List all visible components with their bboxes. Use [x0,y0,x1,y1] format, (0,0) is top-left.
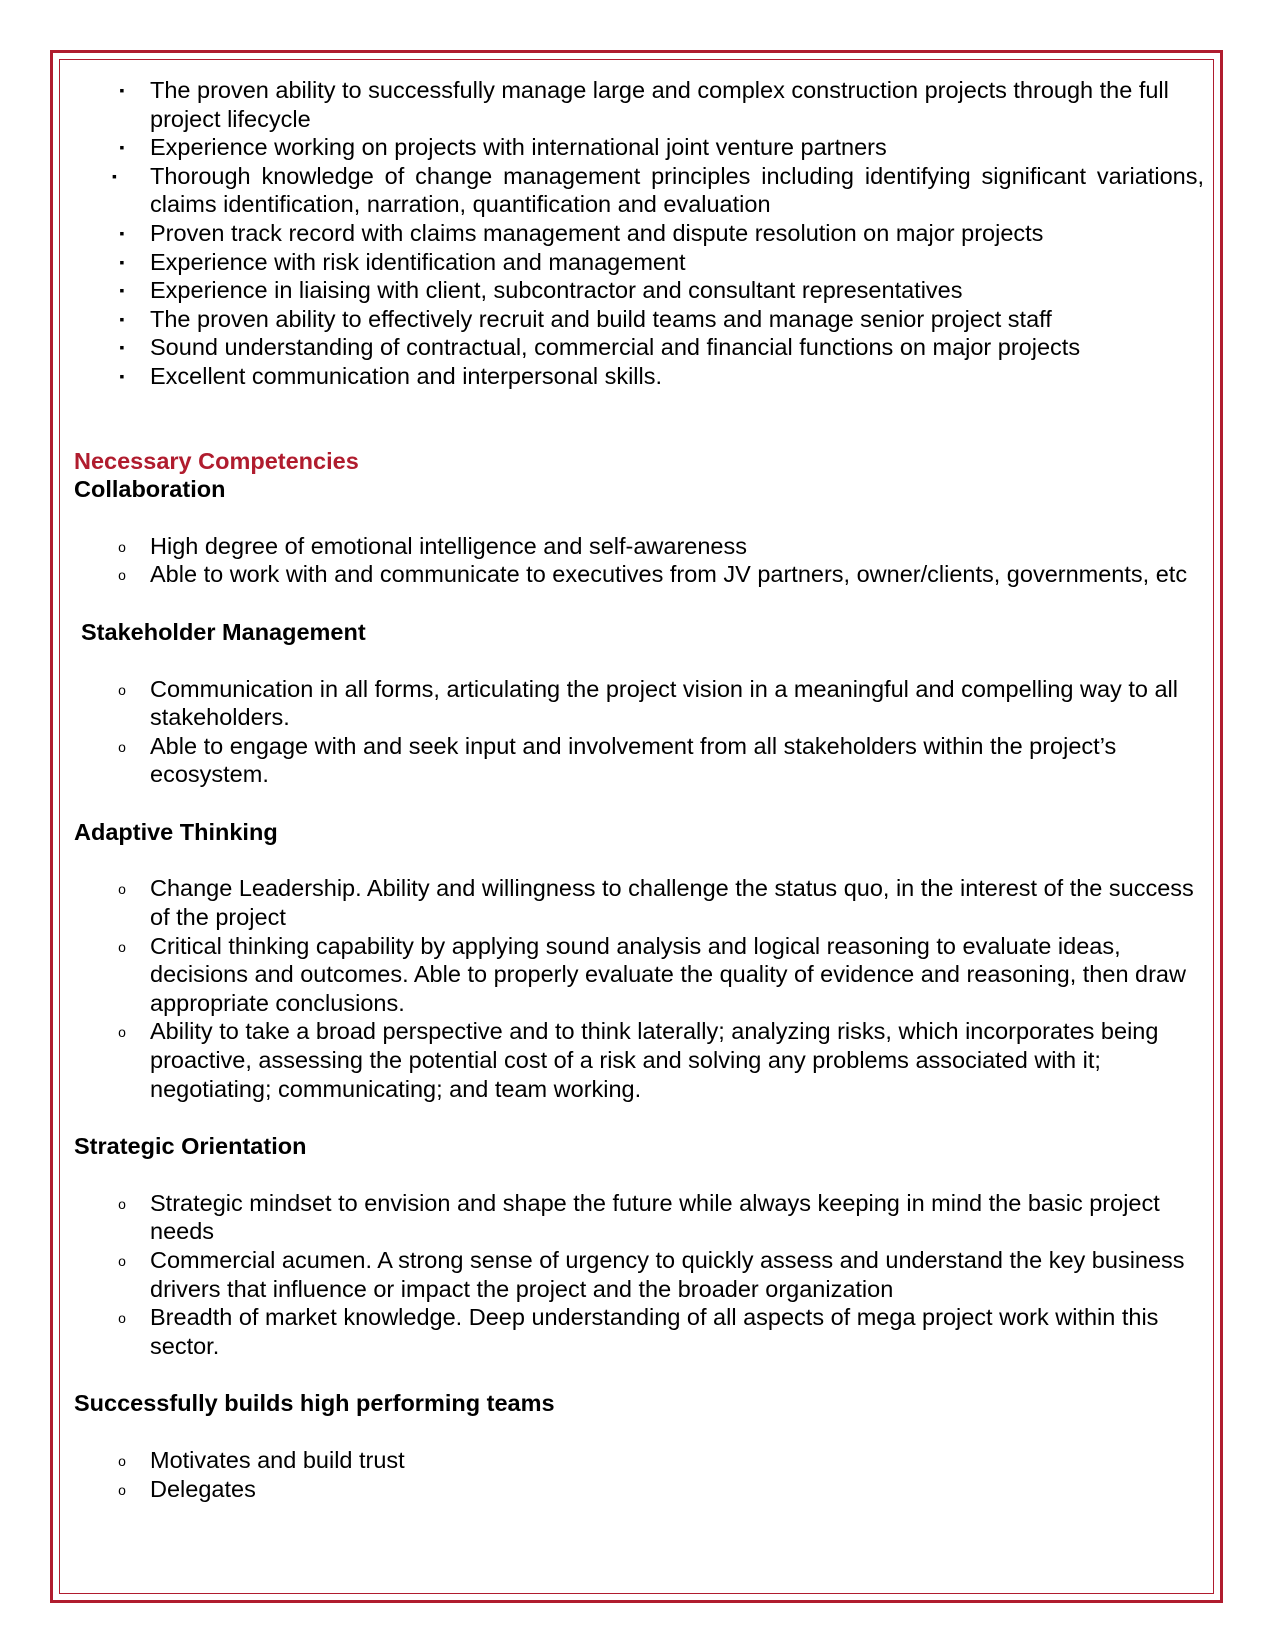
list-item: o Able to engage with and seek input and involvement from all stakeholders within the project’s ecosystem. [74,732,1204,789]
circle-bullet-icon: o [118,1195,126,1212]
square-bullet-icon: ▪ [112,167,117,184]
circle-bullet-icon: o [118,1481,126,1498]
circle-bullet-icon: o [118,567,126,584]
list-item: o Critical thinking capability by applying sound analysis and logical reasoning to evaluate ideas, decisions and outcomes. Able to properly evaluate the quality of evidence and reasoning, then draw appropriate conclusions. [74,932,1204,1018]
heading-strategic-orientation: Strategic Orientation [74,1133,307,1160]
square-bullet-icon: ▪ [119,253,125,270]
spacer [74,1161,1204,1189]
list-item: o Delegates [74,1475,1204,1504]
square-bullet-icon: ▪ [119,139,125,156]
circle-bullet-icon: o [118,1024,126,1041]
list-item: ▪ The proven ability to successfully manage large and complex construction projects through the full project lifecycle [74,76,1204,133]
list-item: o Strategic mindset to envision and shape the future while always keeping in mind the basic project needs [74,1189,1204,1246]
circle-bullet-icon: o [118,1253,126,1269]
heading-adaptive-thinking: Adaptive Thinking [74,818,278,845]
square-bullet-icon: ▪ [119,367,125,384]
list-item: o Change Leadership. Ability and willingness to challenge the status quo, in the interest of the success of the project [74,874,1204,931]
list-item: o Communication in all forms, articulating the project vision in a meaningful and compelling way to all stakeholders. [74,675,1204,732]
square-bullet-icon: ▪ [119,282,125,299]
heading-high-performing-teams: Successfully builds high performing teams [74,1390,555,1417]
list-item: ▪ Sound understanding of contractual, commercial and financial functions on major projects [74,333,1204,362]
list-item: ▪ Proven track record with claims management and dispute resolution on major projects [74,219,1204,248]
square-bullet-icon: ▪ [119,310,125,327]
stakeholder-list [74,675,1204,789]
list-item: ▪ Experience working on projects with international joint venture partners [74,133,1204,162]
circle-bullet-icon: o [118,738,126,755]
circle-bullet-icon: o [118,681,126,698]
list-item: ▪ Experience in liaising with client, subcontractor and consultant representatives [74,276,1204,305]
strategic-list [74,1189,1204,1361]
spacer [74,846,1204,874]
circle-bullet-icon: o [118,538,126,555]
square-bullet-icon: ▪ [119,339,125,356]
spacer [74,1418,1204,1446]
circle-bullet-icon: o [118,1310,126,1327]
heading-stakeholder-management: Stakeholder Management [81,618,366,645]
heading-collaboration: Collaboration [74,476,226,503]
collaboration-list [74,532,1204,589]
list-item: o Motivates and build trust [74,1446,1204,1475]
list-item: o Ability to take a broad perspective and to think laterally; analyzing risks, which incorporates being proactive, assessing the potential cost of a risk and solving any problems associated with it; negotiating; communicating; and team working. [74,1017,1204,1103]
adaptive-list [74,874,1204,1103]
qualifications-list [74,76,1204,391]
list-item: ▪ Experience with risk identification and management [74,248,1204,277]
teams-list [74,1446,1204,1503]
list-item: o High degree of emotional intelligence and self-awareness [74,532,1204,561]
list-item: o Commercial acumen. A strong sense of urgency to quickly assess and understand the key business drivers that influence or impact the project and the broader organization [74,1246,1204,1303]
list-item: o Breadth of market knowledge. Deep understanding of all aspects of mega project work within this sector. [74,1303,1204,1360]
spacer [74,647,1204,675]
circle-bullet-icon: o [118,938,126,955]
list-item: ▪ Thorough knowledge of change management principles including identifying significant variations, claims identification, narration, quantification and evaluation [112,162,1204,218]
list-item: ▪ Excellent communication and interpersonal skills. [74,362,1204,391]
square-bullet-icon: ▪ [119,82,125,98]
section-title-competencies: Necessary Competencies [74,447,359,474]
list-item: o Able to work with and communicate to executives from JV partners, owner/clients, governments, etc [74,560,1204,589]
spacer [74,504,1204,532]
square-bullet-icon: ▪ [119,224,125,241]
list-item: ▪ The proven ability to effectively recruit and build teams and manage senior project staff [74,305,1204,334]
circle-bullet-icon: o [118,1452,126,1469]
document-body [74,76,1204,1503]
circle-bullet-icon: o [118,881,126,898]
